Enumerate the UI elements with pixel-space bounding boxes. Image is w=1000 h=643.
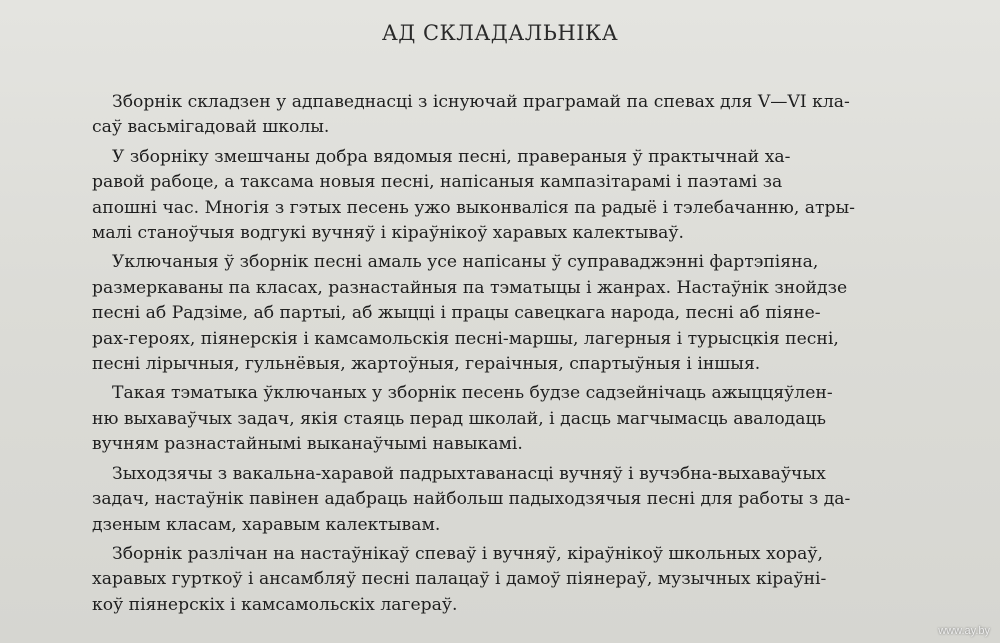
paragraph bbox=[92, 462, 948, 538]
text-line: саў васьмігадовай школы. bbox=[92, 117, 330, 138]
text-line: Уключаныя ў зборнік песні амаль усе напісаны ў суправаджэнні фартэпіяна, bbox=[112, 252, 819, 273]
text-line: ню выхаваўчых задач, якія стаяць перад школай, і дасць магчымасць авалодаць bbox=[92, 408, 826, 429]
page-title: АД СКЛАДАЛЬНІКА bbox=[381, 21, 619, 45]
text-line: Зборнік складзен у адпаведнасці з існуючай праграмай па спевах для V—VI кла- bbox=[112, 92, 850, 112]
paragraph bbox=[92, 542, 948, 618]
text-line: песні лірычныя, гульнёвыя, жартоўныя, гераічныя, спартыўныя і іншыя. bbox=[92, 354, 761, 375]
text-line: задач, настаўнік павінен адабраць найбольш падыходзячыя песні для работы з да- bbox=[92, 489, 851, 510]
text-line: дзеным класам, харавым калектывам. bbox=[92, 514, 441, 535]
paragraph bbox=[92, 250, 948, 377]
text-line: апошні час. Многія з гэтых песень ужо выконваліся па радыё і тэлебачанню, атры- bbox=[92, 197, 855, 218]
body-text bbox=[92, 90, 948, 622]
paragraph bbox=[92, 90, 948, 141]
text-line: У зборніку змешчаны добра вядомыя песні, правераныя ў практычнай ха- bbox=[112, 146, 791, 167]
text-line: размеркаваны па класах, разнастайныя па тэматыцы і жанрах. Настаўнік знойдзе bbox=[92, 277, 848, 298]
paragraph bbox=[92, 145, 948, 247]
text-line: Зыходзячы з вакальна-харавой падрыхтаванасці вучняў і вучэбна-выхаваўчых bbox=[112, 463, 826, 484]
text-line: Зборнік разлічан на настаўнікаў спеваў і вучняў, кіраўнікоў школьных хораў, bbox=[112, 543, 823, 564]
text-line: малі станоўчыя водгукі вучняў і кіраўнікоў харавых калектываў. bbox=[92, 223, 684, 244]
text-line: рах-героях, піянерскія і камсамольскія песні-маршы, лагерныя і турысцкія песні, bbox=[92, 328, 839, 349]
paragraph bbox=[92, 381, 948, 457]
text-line: коў піянерскіх і камсамольскіх лагераў. bbox=[92, 594, 458, 615]
text-line: Такая тэматыка ўключаных у зборнік песень будзе садзейнічаць ажыццяўлен- bbox=[112, 383, 833, 404]
text-line: равой рабоце, а таксама новыя песні, напісаныя кампазітарамі і паэтамі за bbox=[92, 172, 783, 193]
text-line: песні аб Радзіме, аб партыі, аб жыцці і працы савецкага народа, песні аб піяне- bbox=[92, 303, 821, 324]
watermark-text: www.ay.by bbox=[938, 625, 990, 637]
text-line: вучням разнастайнымі выканаўчымі навыкамі. bbox=[92, 434, 523, 455]
text-line: харавых гурткоў і ансамбляў песні палацаў і дамоў піянераў, музычных кіраўні- bbox=[92, 569, 827, 590]
